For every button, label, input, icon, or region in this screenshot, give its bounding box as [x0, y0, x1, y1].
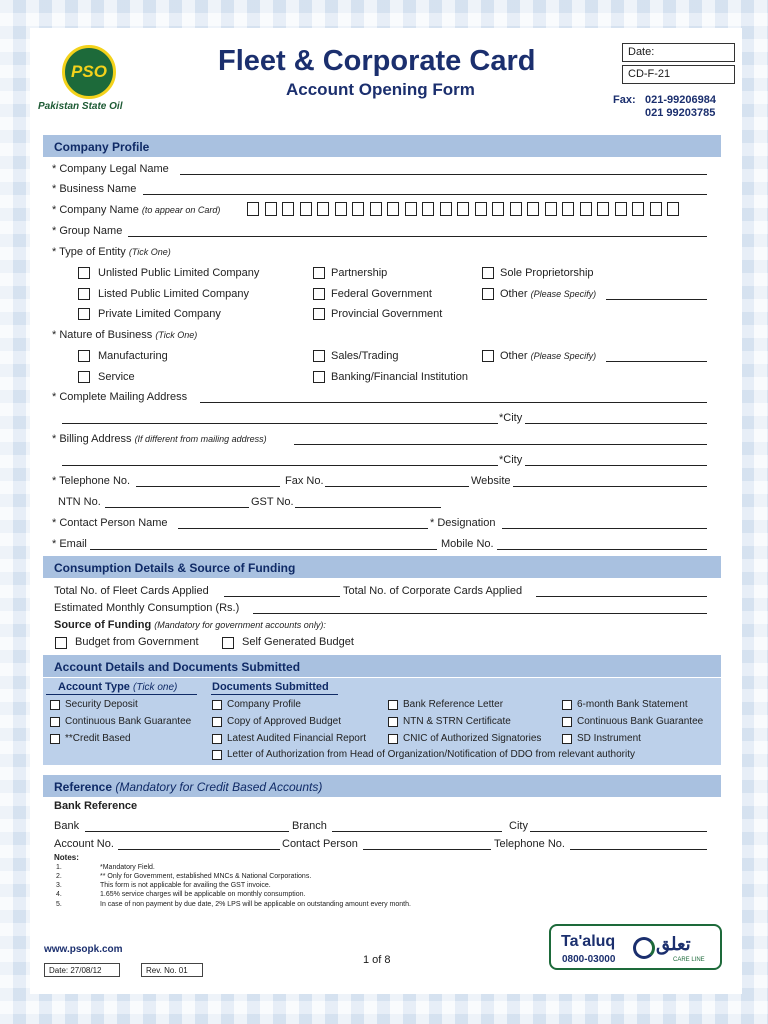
- option-unlisted-plc: Unlisted Public Limited Company: [98, 267, 260, 279]
- checkbox-budget-government[interactable]: [55, 637, 67, 649]
- corporate-cards-label: Total No. of Corporate Cards Applied: [343, 585, 523, 597]
- doc-letter-authorization: Letter of Authorization from Head of Organization/Notification of DDO from relevant authority: [227, 749, 635, 760]
- legal-name-field[interactable]: [180, 174, 707, 175]
- option-sole-proprietorship: Sole Proprietorship: [500, 267, 594, 279]
- doc-ntn-strn: NTN & STRN Certificate: [403, 716, 511, 727]
- doc-approved-budget: Copy of Approved Budget: [227, 716, 341, 727]
- company-name-char-cell[interactable]: [597, 202, 609, 216]
- note-number: 1.: [56, 864, 62, 871]
- fleet-cards-field[interactable]: [224, 596, 340, 597]
- checkbox-doc-bank-reference[interactable]: [388, 700, 398, 710]
- reference-note: (Mandatory for Credit Based Accounts): [115, 780, 323, 794]
- billing-address-note: (If different from mailing address): [134, 434, 267, 444]
- ntn-field[interactable]: [105, 507, 249, 508]
- mailing-city-label: *City: [499, 412, 523, 424]
- notes-title: Notes:: [54, 853, 79, 862]
- taaluq-arabic: تعلق: [656, 934, 691, 954]
- note-number: 3.: [56, 882, 62, 889]
- mailing-address-field-2[interactable]: [62, 423, 498, 424]
- form-code: CD-F-21: [622, 65, 735, 84]
- option-entity-other: [500, 288, 596, 300]
- logo-subtitle: Pakistan State Oil: [38, 101, 123, 112]
- footer-date: Date: 27/08/12: [44, 963, 120, 977]
- checkbox-credit-based[interactable]: [50, 734, 60, 744]
- taaluq-number: 0800-03000: [562, 954, 616, 965]
- company-name-text: * Company Name: [52, 204, 139, 216]
- checkbox-doc-bank-statement[interactable]: [562, 700, 572, 710]
- company-name-char-cell[interactable]: [527, 202, 539, 216]
- doc-sd-instrument: SD Instrument: [577, 733, 641, 744]
- telephone-label: * Telephone No.: [52, 475, 131, 487]
- checkbox-business-other[interactable]: [482, 350, 494, 362]
- monthly-consumption-label: Estimated Monthly Consumption (Rs.): [54, 602, 240, 614]
- checkbox-partnership[interactable]: [313, 267, 325, 279]
- website-field[interactable]: [513, 486, 707, 487]
- form-subtitle: Account Opening Form: [286, 80, 475, 99]
- entity-other-field[interactable]: [606, 299, 707, 300]
- checkbox-doc-continuous-guarantee[interactable]: [562, 717, 572, 727]
- checkbox-service[interactable]: [78, 371, 90, 383]
- phone-ring-icon: [633, 937, 655, 959]
- fax-number-2: 021 99203785: [645, 107, 716, 119]
- company-name-char-cell[interactable]: [440, 202, 452, 216]
- contact-person-field[interactable]: [178, 528, 428, 529]
- email-label: * Email: [52, 538, 87, 550]
- designation-label: * Designation: [430, 517, 496, 529]
- account-type-text: Account Type: [58, 681, 130, 693]
- company-name-char-cell[interactable]: [510, 202, 522, 216]
- checkbox-banking[interactable]: [313, 371, 325, 383]
- option-budget-government: Budget from Government: [75, 636, 199, 648]
- mailing-address-field-1[interactable]: [200, 402, 707, 403]
- checkbox-private-limited[interactable]: [78, 308, 90, 320]
- source-funding-note: (Mandatory for government accounts only):: [154, 620, 326, 630]
- source-funding-text: Source of Funding: [54, 619, 152, 631]
- business-nature-note: (Tick One): [155, 330, 198, 340]
- company-name-char-cell[interactable]: [650, 202, 662, 216]
- company-name-char-cell[interactable]: [667, 202, 679, 216]
- branch-label: Branch: [292, 820, 327, 832]
- ntn-label: NTN No.: [58, 496, 101, 508]
- bank-reference-label: Bank Reference: [54, 800, 138, 812]
- account-type-heading: [58, 681, 177, 693]
- option-self-budget: Self Generated Budget: [242, 636, 354, 648]
- documents-heading: Documents Submitted: [212, 681, 329, 693]
- taaluq-name: Ta'aluq: [561, 933, 616, 950]
- checkbox-doc-cnic[interactable]: [388, 734, 398, 744]
- billing-address-label: [52, 433, 267, 445]
- note-text: *Mandatory Field.: [100, 864, 155, 871]
- website-label: Website: [471, 475, 511, 487]
- company-name-char-cell[interactable]: [562, 202, 574, 216]
- option-federal-government: Federal Government: [331, 288, 432, 300]
- gst-label: GST No.: [251, 496, 294, 508]
- footer-revision: Rev. No. 01: [141, 963, 203, 977]
- company-name-char-cell[interactable]: [300, 202, 312, 216]
- fax-no-label: Fax No.: [285, 475, 324, 487]
- company-name-label: [52, 204, 220, 216]
- section-account-details: Account Details and Documents Submitted: [43, 655, 721, 677]
- checkbox-manufacturing[interactable]: [78, 350, 90, 362]
- business-please-specify: (Please Specify): [530, 351, 597, 361]
- city-label: City: [509, 820, 528, 832]
- checkbox-self-budget[interactable]: [222, 637, 234, 649]
- business-name-field[interactable]: [143, 194, 707, 195]
- business-name-label: * Business Name: [52, 183, 137, 195]
- business-nature-label: [52, 329, 197, 341]
- checkbox-doc-company-profile[interactable]: [212, 700, 222, 710]
- company-name-char-cell[interactable]: [580, 202, 592, 216]
- contact-person-ref-field[interactable]: [363, 849, 491, 850]
- doc-bank-statement: 6-month Bank Statement: [577, 699, 688, 710]
- company-name-char-cell[interactable]: [457, 202, 469, 216]
- bank-label: Bank: [54, 820, 80, 832]
- account-type-note: (Tick one): [132, 682, 178, 693]
- footer-website[interactable]: www.psopk.com: [44, 944, 123, 955]
- note-text: ** Only for Government, established MNCs & National Corporations.: [100, 873, 312, 880]
- company-name-char-cell[interactable]: [475, 202, 487, 216]
- note-number: 5.: [56, 901, 62, 908]
- telephone-ref-field[interactable]: [570, 849, 707, 850]
- note-text: 1.65% service charges will be applicable on monthly consumption.: [100, 891, 306, 898]
- doc-audited-report: Latest Audited Financial Report: [227, 733, 366, 744]
- bank-field[interactable]: [85, 831, 289, 832]
- documents-underline: [211, 694, 338, 695]
- section-company-profile: Company Profile: [43, 135, 721, 157]
- option-manufacturing: Manufacturing: [98, 350, 168, 362]
- checkbox-provincial-government[interactable]: [313, 308, 325, 320]
- taaluq-care-line-logo: [549, 924, 722, 970]
- entity-please-specify: (Please Specify): [530, 289, 597, 299]
- checkbox-sole-proprietorship[interactable]: [482, 267, 494, 279]
- checkbox-entity-other[interactable]: [482, 288, 494, 300]
- company-name-char-cell[interactable]: [422, 202, 434, 216]
- option-business-other: [500, 350, 596, 362]
- billing-city-field[interactable]: [525, 465, 707, 466]
- company-name-char-cell[interactable]: [282, 202, 294, 216]
- legal-name-label: * Company Legal Name: [52, 163, 169, 175]
- city-field[interactable]: [530, 831, 707, 832]
- checkbox-doc-approved-budget[interactable]: [212, 717, 222, 727]
- fax-label: Fax:: [613, 94, 636, 106]
- company-name-char-cell[interactable]: [335, 202, 347, 216]
- company-name-char-cell[interactable]: [317, 202, 329, 216]
- company-name-char-cell[interactable]: [545, 202, 557, 216]
- doc-continuous-guarantee: Continuous Bank Guarantee: [577, 716, 704, 727]
- option-sales-trading: Sales/Trading: [331, 350, 399, 362]
- company-name-char-cell[interactable]: [370, 202, 382, 216]
- option-partnership: Partnership: [331, 267, 388, 279]
- branch-field[interactable]: [332, 831, 502, 832]
- reference-heading: Reference: [54, 780, 113, 794]
- designation-field[interactable]: [502, 528, 707, 529]
- checkbox-doc-sd-instrument[interactable]: [562, 734, 572, 744]
- option-security-deposit: Security Deposit: [65, 699, 138, 710]
- checkbox-sales-trading[interactable]: [313, 350, 325, 362]
- mobile-field[interactable]: [497, 549, 707, 550]
- account-no-label: Account No.: [54, 838, 114, 850]
- group-name-field[interactable]: [128, 236, 707, 237]
- telephone-field[interactable]: [136, 486, 280, 487]
- company-name-char-cell[interactable]: [615, 202, 627, 216]
- mailing-address-label: * Complete Mailing Address: [52, 391, 188, 403]
- gst-field[interactable]: [295, 507, 441, 508]
- checkbox-security-deposit[interactable]: [50, 700, 60, 710]
- mailing-city-field[interactable]: [525, 423, 707, 424]
- option-continuous-bank-guarantee: Continuous Bank Guarantee: [65, 716, 192, 727]
- fleet-cards-label: Total No. of Fleet Cards Applied: [54, 585, 209, 597]
- checkbox-doc-letter-authorization[interactable]: [212, 750, 222, 760]
- pso-logo: [62, 45, 116, 99]
- option-credit-based: **Credit Based: [65, 733, 131, 744]
- note-text: In case of non payment by due date, 2% LPS will be applicable on outstanding amount every month.: [100, 901, 411, 908]
- care-line-text: CARE LINE: [673, 957, 705, 963]
- doc-cnic: CNIC of Authorized Signatories: [403, 733, 542, 744]
- corporate-cards-field[interactable]: [536, 596, 707, 597]
- monthly-consumption-field[interactable]: [253, 613, 707, 614]
- date-box[interactable]: Date:: [622, 43, 735, 62]
- telephone-ref-label: Telephone No.: [494, 838, 565, 850]
- checkbox-unlisted-plc[interactable]: [78, 267, 90, 279]
- page-number: 1 of 8: [363, 954, 391, 966]
- section-reference: [43, 775, 721, 797]
- company-name-char-cell[interactable]: [632, 202, 644, 216]
- checkbox-doc-ntn-strn[interactable]: [388, 717, 398, 727]
- option-banking: Banking/Financial Institution: [331, 371, 468, 383]
- company-name-note: (to appear on Card): [141, 205, 221, 215]
- billing-address-text: * Billing Address: [52, 433, 132, 445]
- business-nature-text: * Nature of Business: [52, 329, 153, 341]
- business-other-text: Other: [500, 350, 528, 362]
- doc-company-profile: Company Profile: [227, 699, 301, 710]
- company-name-char-cell[interactable]: [265, 202, 277, 216]
- note-number: 4.: [56, 891, 62, 898]
- email-field[interactable]: [90, 549, 437, 550]
- fax-no-field[interactable]: [325, 486, 469, 487]
- checkbox-continuous-bank-guarantee[interactable]: [50, 717, 60, 727]
- checkbox-doc-audited-report[interactable]: [212, 734, 222, 744]
- account-no-field[interactable]: [118, 849, 280, 850]
- mobile-label: Mobile No.: [441, 538, 494, 550]
- source-funding-label: [54, 619, 326, 631]
- company-name-char-cell[interactable]: [352, 202, 364, 216]
- option-service: Service: [98, 371, 135, 383]
- option-provincial-government: Provincial Government: [331, 308, 443, 320]
- billing-address-field-2[interactable]: [62, 465, 498, 466]
- billing-city-label: *City: [499, 454, 523, 466]
- entity-type-text: * Type of Entity: [52, 246, 126, 258]
- business-other-field[interactable]: [606, 361, 707, 362]
- company-name-char-cell[interactable]: [492, 202, 504, 216]
- checkbox-federal-government[interactable]: [313, 288, 325, 300]
- fax-numbers: [613, 94, 716, 120]
- logo-text: PSO: [71, 62, 107, 81]
- contact-person-label: * Contact Person Name: [52, 517, 168, 529]
- entity-type-label: [52, 246, 171, 258]
- doc-bank-reference: Bank Reference Letter: [403, 699, 504, 710]
- option-private-limited: Private Limited Company: [98, 308, 221, 320]
- form-title: Fleet & Corporate Card: [218, 45, 536, 77]
- note-text: This form is not applicable for availing the GST invoice.: [100, 882, 271, 889]
- entity-type-note: (Tick One): [128, 247, 171, 257]
- checkbox-listed-plc[interactable]: [78, 288, 90, 300]
- entity-other-text: Other: [500, 288, 528, 300]
- company-name-char-cell[interactable]: [405, 202, 417, 216]
- contact-person-ref-label: Contact Person: [282, 838, 358, 850]
- note-number: 2.: [56, 873, 62, 880]
- account-type-underline: [46, 694, 197, 695]
- section-consumption: Consumption Details & Source of Funding: [43, 556, 721, 578]
- fax-number-1: 021-99206984: [645, 94, 716, 106]
- billing-address-field-1[interactable]: [294, 444, 707, 445]
- group-name-label: * Group Name: [52, 225, 123, 237]
- company-name-char-cell[interactable]: [247, 202, 259, 216]
- company-name-char-cell[interactable]: [387, 202, 399, 216]
- option-listed-plc: Listed Public Limited Company: [98, 288, 250, 300]
